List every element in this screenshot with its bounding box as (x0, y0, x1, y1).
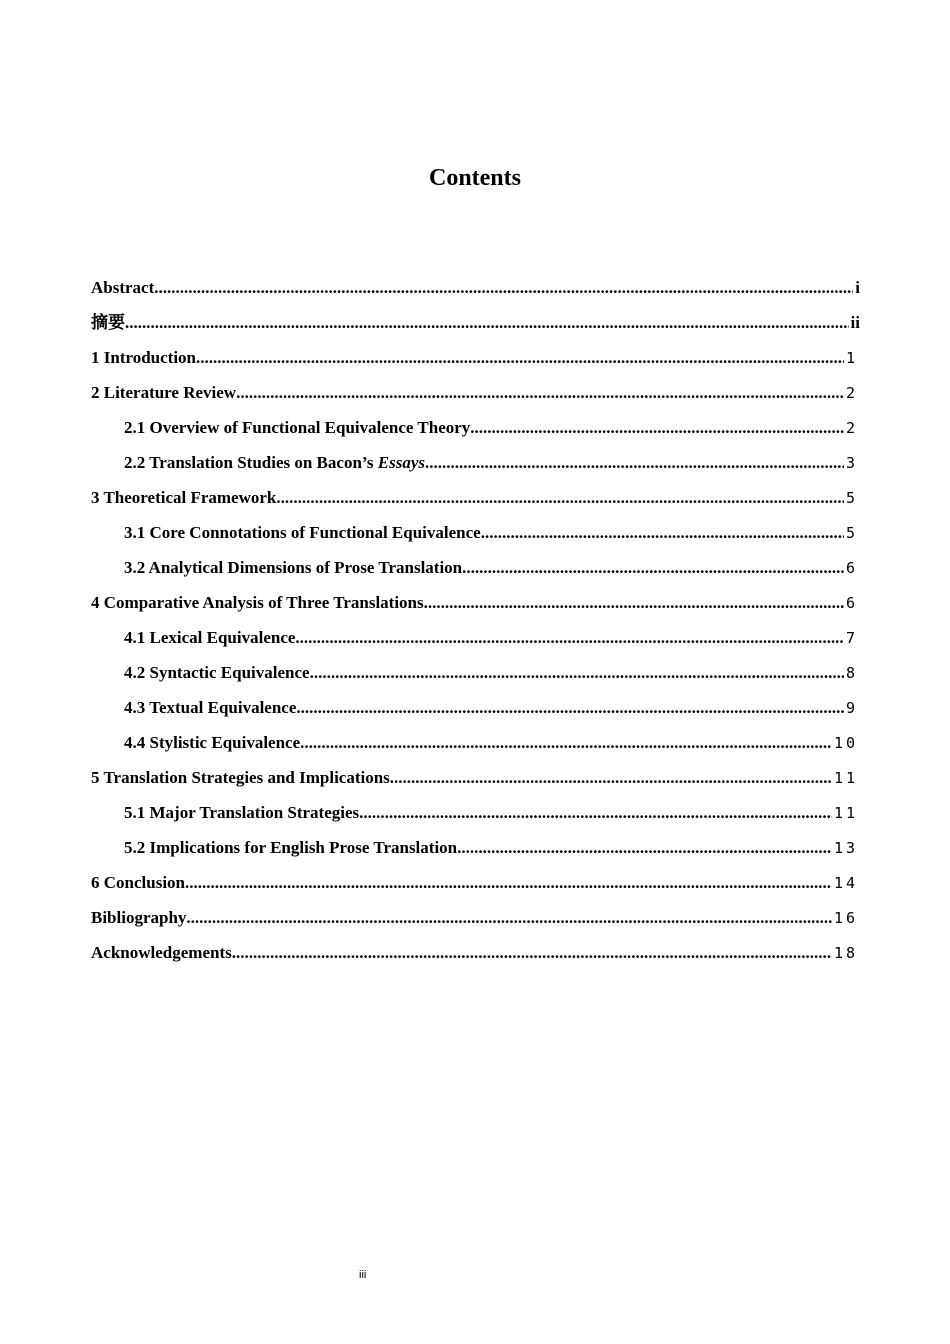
dot-leader (276, 486, 844, 510)
toc-entry-label-text: 2.2 Translation Studies on Bacon’s (124, 453, 378, 472)
toc-entry-label (91, 766, 390, 790)
toc-entry-label (91, 941, 232, 965)
toc-entry-page: 2 (845, 384, 858, 402)
toc-entry-label-text: 摘要 (91, 313, 125, 332)
dot-leader (310, 661, 844, 685)
toc-entry-label-italic: Essays (377, 453, 426, 472)
toc-entry-label-text: 3.1 Core Connotations of Functional Equivalence (124, 523, 481, 542)
toc-entry-label (91, 906, 186, 930)
toc-entry[interactable] (91, 381, 860, 416)
dot-leader (296, 696, 844, 720)
toc-entry-label (91, 311, 125, 335)
toc-entry[interactable] (91, 276, 860, 311)
toc-entry[interactable] (91, 906, 860, 941)
table-of-contents (91, 276, 860, 976)
dot-leader (196, 346, 844, 370)
toc-entry-label-text: 1 Introduction (91, 348, 197, 367)
toc-entry-label-text: Bibliography (91, 908, 187, 927)
dot-leader (125, 311, 849, 335)
toc-entry-page: 3 (845, 454, 858, 472)
toc-entry[interactable] (91, 521, 860, 556)
toc-entry[interactable] (91, 451, 860, 486)
toc-entry-label (91, 276, 154, 300)
toc-entry-page: 6 (845, 594, 858, 612)
toc-entry-label (124, 836, 457, 860)
toc-entry[interactable] (91, 696, 860, 731)
toc-entry-page: 2 (845, 419, 858, 437)
toc-entry-label-text: 3.2 Analytical Dimensions of Prose Translation (124, 558, 463, 577)
toc-entry-page: ii (850, 313, 860, 332)
toc-entry-label-text: 4.1 Lexical Equivalence (124, 628, 296, 647)
dot-leader (154, 276, 853, 300)
toc-entry[interactable] (91, 346, 860, 381)
toc-entry[interactable] (91, 626, 860, 661)
dot-leader (390, 766, 832, 790)
dot-leader (185, 871, 832, 895)
toc-entry-label-text: 3 Theoretical Framework (91, 488, 277, 507)
toc-entry-label-text: Acknowledgements (91, 943, 232, 962)
toc-entry-page: i (855, 278, 860, 297)
toc-entry-label (124, 731, 300, 755)
toc-entry-label (91, 871, 185, 895)
toc-entry-page: 5 (845, 489, 858, 507)
dot-leader (236, 381, 844, 405)
dot-leader (300, 731, 832, 755)
toc-entry-label-text: 5.2 Implications for English Prose Translation (124, 838, 458, 857)
dot-leader (481, 521, 844, 545)
toc-entry-page: 18 (833, 944, 858, 962)
toc-entry-label (124, 801, 359, 825)
toc-entry-label-text: 2 Literature Review (91, 383, 237, 402)
page-title: Contents (428, 165, 521, 191)
toc-entry[interactable] (91, 766, 860, 801)
dot-leader (359, 801, 832, 825)
toc-entry-label (124, 626, 295, 650)
toc-entry-label (124, 521, 481, 545)
page-number: iii (359, 1269, 367, 1281)
toc-entry[interactable] (91, 591, 860, 626)
dot-leader (232, 941, 832, 965)
dot-leader (470, 416, 844, 440)
toc-entry[interactable] (91, 836, 860, 871)
toc-entry-label (91, 486, 276, 510)
toc-entry-page: 13 (833, 839, 858, 857)
toc-entry[interactable] (91, 661, 860, 696)
dot-leader (186, 906, 832, 930)
toc-entry-page: 14 (833, 874, 858, 892)
toc-entry-label-text: 4.4 Stylistic Equivalence (124, 733, 301, 752)
toc-entry-label-text: Abstract (91, 278, 155, 297)
toc-entry-label-text: 5 Translation Strategies and Implications (91, 768, 390, 787)
toc-entry[interactable] (91, 311, 860, 346)
toc-entry-label-text: 4 Comparative Analysis of Three Translations (91, 593, 424, 612)
dot-leader (425, 451, 844, 475)
dot-leader (457, 836, 832, 860)
toc-entry-label (124, 416, 470, 440)
toc-entry-label-text: 4.3 Textual Equivalence (124, 698, 297, 717)
toc-entry-label-text: 2.1 Overview of Functional Equivalence Theory (124, 418, 471, 437)
toc-entry-page: 8 (845, 664, 858, 682)
toc-entry-page: 5 (845, 524, 858, 542)
toc-entry-label (91, 591, 424, 615)
toc-entry-page: 1 (845, 349, 858, 367)
toc-entry[interactable] (91, 941, 860, 976)
toc-entry-page: 9 (845, 699, 858, 717)
toc-entry-page: 16 (833, 909, 858, 927)
toc-entry[interactable] (91, 416, 860, 451)
toc-entry[interactable] (91, 871, 860, 906)
toc-entry-label (124, 451, 425, 475)
toc-entry-label (124, 661, 310, 685)
toc-entry-label-text: 5.1 Major Translation Strategies (124, 803, 360, 822)
toc-entry-label (91, 381, 236, 405)
toc-entry[interactable] (91, 731, 860, 766)
dot-leader (462, 556, 844, 580)
toc-entry-label (124, 556, 462, 580)
toc-entry-label (91, 346, 196, 370)
toc-entry-label (124, 696, 296, 720)
dot-leader (424, 591, 844, 615)
toc-entry[interactable] (91, 801, 860, 836)
toc-entry-label-text: 6 Conclusion (91, 873, 185, 892)
toc-entry-label-text: 4.2 Syntactic Equivalence (124, 663, 310, 682)
toc-entry[interactable] (91, 486, 860, 521)
toc-entry-page: 7 (845, 629, 858, 647)
toc-entry-page: 11 (833, 804, 858, 822)
toc-entry[interactable] (91, 556, 860, 591)
toc-entry-page: 6 (845, 559, 858, 577)
dot-leader (295, 626, 844, 650)
toc-entry-page: 11 (833, 769, 858, 787)
toc-entry-page: 10 (833, 734, 858, 752)
